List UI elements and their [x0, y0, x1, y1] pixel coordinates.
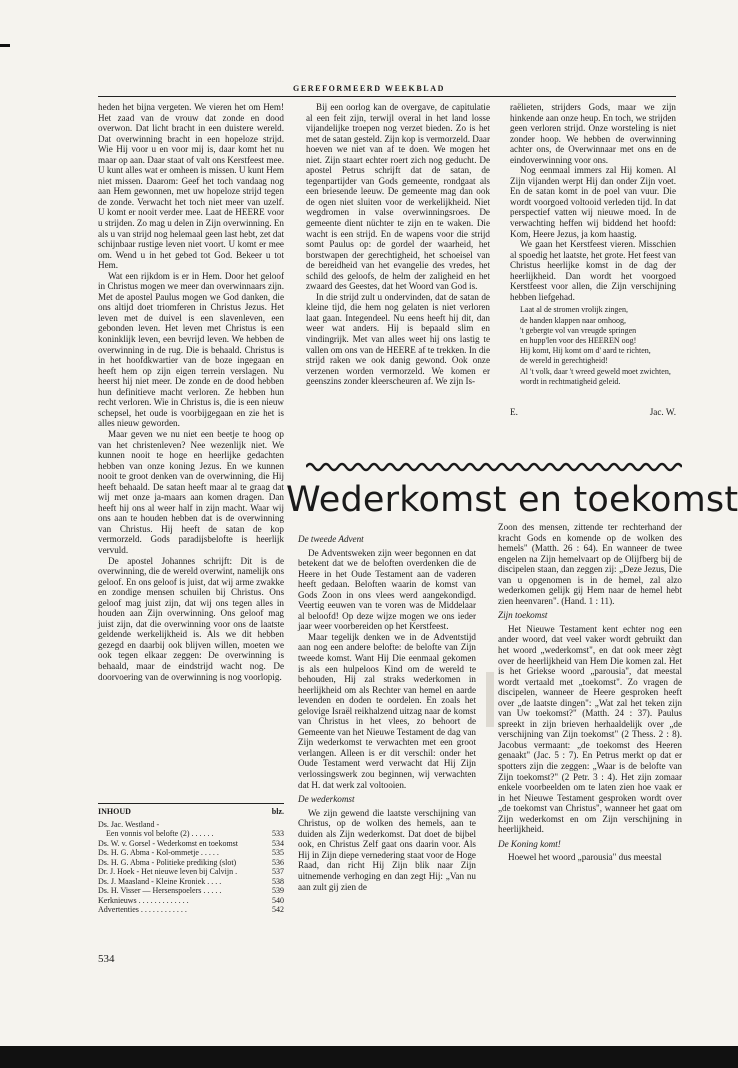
toc-row: [98, 886, 284, 896]
col2-paragraph: In die strijd zult u ondervinden, dat de satan de kleine tijd, die hem nog gelaten is niet verloren laat gaan. Integendeel. Nu eens heeft hij dit, dan weer wat anders. Hij is bepaald slim en vindingrijk. Met van alles weet hij ons lastig te vallen om ons van de HEERE af te trekken. In die strijd raken we ook danig gewond. Ook onze verzenen worden vermorzeld. We komen er geenszins zonder kleerscheuren af. We zijn Is-: [306, 291, 490, 387]
column-3: [510, 102, 676, 418]
column-2: [306, 102, 490, 387]
toc-entry: Advertenties . . . . . . . . . . . .: [98, 905, 187, 914]
toc-row: [98, 839, 284, 849]
verse-line: de handen klappen naar omhoog,: [520, 315, 626, 325]
toc-row: [98, 820, 284, 830]
subheading: De wederkomst: [298, 794, 355, 805]
col1-paragraph: Maar geven we nu niet een beetje te hoog op van het christenleven? Nee wezenlijk niet. We kunnen nooit te hoge en heerlijke gedachten hebben van onze koning Jezus. En we kunnen nooit te groot denken van de overwinning, die Hij heeft behaald. De satan heeft maar al te graag dat wij met onze ja-maars aan komen dragen. Dan heeft hij ons al weer half in zijn macht. Waar wij ons aan te houden hebben dat is de overwinning van Christus. Hij heeft de satan de kop vermorzeld. Gods paradijsbelofte is heerlijk vervuld.: [98, 428, 284, 555]
toc-page: 539: [272, 886, 284, 895]
verse-line: Laat al de stromen vrolijk zingen,: [520, 305, 628, 315]
article-column-2: [498, 522, 682, 863]
toc-page: 536: [272, 857, 284, 867]
wavy-separator: [306, 460, 682, 474]
toc-entry: Ds. H. G. Abma - Politieke prediking (slot): [98, 857, 237, 867]
toc-entry: Ds. J. Maasland - Kleine Kroniek . . . .: [98, 876, 222, 886]
article-paragraph: Zoon des mensen, zittende ter rechterhand der kracht Gods en komende op de wolken des hemels" (Matth. 26 : 64). En wanneer de twee engelen na Zijn hemelvaart op de Olijfberg bij de discipelen staan, dan zeggen zij: „Deze Jezus, Die van u opgenomen is in de hemel, zal alzo wederkomen gelijk gij Hem naar de hemel hebt zien heenvaren". (Hand. 1 : 11).: [498, 522, 682, 606]
signature-line: [510, 407, 676, 418]
toc-row: [98, 848, 284, 858]
column-1: [98, 102, 284, 682]
subheading: Zijn toekomst: [498, 610, 548, 621]
verse-line: wordt in rechtmatigheid geleid.: [520, 376, 621, 386]
toc-page: 540: [272, 895, 284, 905]
article-column-1: [298, 530, 476, 892]
header-rule: [98, 96, 676, 97]
toc-entry: Een vonnis vol belofte (2) . . . . . .: [106, 829, 214, 838]
toc-entry: Dr. J. Hoek - Het nieuwe leven bij Calvijn .: [98, 867, 238, 876]
toc-page: 542: [272, 905, 284, 914]
toc-row: [98, 896, 284, 906]
toc-entry: Ds. H. Visser — Hersenspoelers . . . . .: [98, 886, 222, 895]
article-title: Wederkomst en toekomst: [286, 480, 738, 520]
toc-title: INHOUD: [98, 807, 131, 816]
toc-entry: Ds. Jac. Westland -: [98, 819, 160, 829]
article-paragraph: Maar tegelijk denken we in de Adventstijd aan nog een andere belofte: de belofte van Zijn tweede komst. Want Hij Die eenmaal gekomen is als een hulpeloos Kind om de wereld te behouden, Hij zal straks wederkomen in heerlijkheid om als Rechter van hemel en aarde levenden en doden te oordelen. En zoals het gelovige Israël reikhalzend uitzag naar de komst van Christus in het vlees, zo behoort de Gemeente van het Nieuwe Testament de dag van Zijn wederkomst te verwachten met een groot verlangen. Alleen is er dit verschil: onder het Oude Testament werd verwacht dat Hij Zijn verlossingswerk zou beginnen, wij verwachten dat H. dat werk zal voltooien.: [298, 631, 476, 790]
toc-entry: Kerknieuws . . . . . . . . . . . . .: [98, 895, 189, 905]
author-signature: Jac. W.: [649, 407, 676, 418]
verse-line: en hupp'len voor des HEEREN oog!: [520, 336, 637, 345]
toc-row: [98, 829, 284, 839]
toc-page: 538: [272, 876, 284, 886]
scan-bottom-border: [0, 1046, 738, 1068]
psalm-verse: [520, 305, 676, 387]
scan-edge-mark: [0, 44, 10, 47]
article-paragraph: De Adventsweken zijn weer begonnen en dat betekent dat we de beloften overdenken die de Heere in het Oude Testament aan de vaderen heeft gedaan. Beloften waarin de komst van Gods Zoon in ons vlees werd aangekondigd. Veertig eeuwen van te voren was de Middelaar al beloofd! Op deze wijze mogen we ons ieder jaar weer voorbereiden op het Kerstfeest.: [298, 547, 476, 632]
subheading: De Koning komt!: [498, 838, 561, 849]
toc-page: 533: [272, 829, 284, 838]
toc-row: [98, 867, 284, 877]
verse-line: Hij komt, Hij komt om d' aard te richten,: [520, 346, 651, 356]
article-paragraph: Hoewel het woord „parousia" dus meestal: [508, 852, 662, 863]
col3-paragraph: We gaan het Kerstfeest vieren. Misschien al spoedig het laatste, het grote. Het feest van Christus heerlijke komst in de dag der heerlijkheid. Dan wordt het voorgoed Kerstfeest voor allen, die Zijn verschijning hebben liefgehad.: [510, 239, 676, 302]
toc-row: [98, 877, 284, 887]
toc-page: 535: [272, 848, 284, 857]
col1-paragraph: Wat een rijkdom is er in Hem. Door het geloof in Christus mogen we meer dan overwinnaars zijn. Met de apostel Paulus mogen we God danken, die ons altijd doet triomferen in Christus Jezus. Het leven met de duivel is een slavenleven, een gebonden leven. Het leven met Christus is een koninklijk leven, een bevrijd leven. We hebben de overwinning in de rug. Die is behaald. Christus is in het hoofdkwartier van de boze ingegaan en heeft hem op zijn eigen terrein verslagen. Nu heerst hij niet meer. De zonde en de dood hebben hun definitieve macht verloren. Ze hebben hun recht verloren. Wie in Christus is, die is een nieuw schepsel, het oude is voorbijgegaan en zie het is alles nieuw geworden.: [98, 270, 284, 429]
subheading: De tweede Advent: [298, 534, 364, 544]
col3-paragraph: Nog eenmaal immers zal Hij komen. Al Zijn vijanden werpt Hij dan onder Zijn voet. En de satan komt in de poel van vuur. Die wordt voorgoed voltooid verleden tijd. In dat perspectief vatten wij nieuwe moed. In de verwachting heffen wij biddend het hoofd: Kom, Heere Jezus, ja kom haastig.: [510, 165, 676, 239]
toc-page-label: blz.: [271, 807, 284, 816]
table-of-contents: [98, 803, 284, 915]
col1-paragraph: De apostel Johannes schrijft: Dit is de overwinning, die de wereld overwint, namelijk ons geloof. En ons geloof is juist, dat wij arme zwakke en zondige mensen schuilen bij Christus. Ons geloof mag juist zijn, dat wij ons tegen alles in houden aan Zijn overwinning. Ons geloof mag juist zijn, dat die overwinning voor ons de laatste geldende werkelijkheid is. Als we dit hebben gezegd en daarbij ook blijven willen, moeten we ook tegen elkaar zeggen: De overwinning is behaald, maar de eindstrijd wacht nog. De doorvoering van de overwinning is nog voorlopig.: [98, 555, 285, 682]
verse-line: Al 't volk, daar 't wreed geweld moet zwichten,: [520, 366, 671, 376]
signature-initial: E.: [510, 407, 518, 418]
scan-smudge: [486, 672, 494, 727]
col3-paragraph: raëlieten, strijders Gods, maar we zijn hinkende aan onze heup. En toch, we strijden geen verloren strijd. Onze worsteling is niet zonder hoop. We hebben de overwinning achter ons, de Overwinnaar met ons en de eindoverwinning voor ons.: [510, 102, 676, 165]
col1-paragraph: heden het bijna vergeten. We vieren het om Hem! Het zaad van de vrouw dat zonde en dood overwon. Dat licht bracht in een duistere wereld. Dat overwinning bracht in een hopeloze strijd. Wie Hij voor u en voor mij is, daar komt het nu maar op aan. Daar staat of valt ons Kerstfeest mee. U kunt alles wat er omheen is missen. U kunt Hem niet missen. Daarom: Geef het toch vandaag nog aan Hem gewonnen, met uw hopeloze strijd tegen de zonde. Verwacht het toch niet meer van uzelf. U komt er nooit verder mee. Laat de HEERE voor u strijden. Zo mag u delen in Zijn overwinning. En als u van strijd nog helemaal geen last hebt, zet dat schijnbaar rustige leven niet voort. U komt er mee om. Wend u in het gebed tot God. Bekeer u tot Hem.: [98, 102, 284, 271]
verse-line: de wereld in gerechtigheid!: [520, 356, 608, 366]
toc-header: [98, 807, 284, 817]
page-number: 534: [98, 953, 115, 965]
article-paragraph: We zijn gewend die laatste verschijning van Christus, op de wolken des hemels, aan te duiden als Zijn wederkomst. Dat doet de bijbel ook, en Christus Zelf gaat ons daarin voor. Als Hij in Zijn diepe vernedering staat voor de Hoge Raad, dan richt Hij Zijn blik naar Zijn uitnemende verhoging en dan zegt Hij: „Van nu aan zult gij zien de: [298, 807, 476, 892]
toc-entry: Ds. W. v. Gorsel - Wederkomst en toekomst: [98, 838, 239, 848]
toc-row: [98, 905, 284, 915]
running-header: GEREFORMEERD WEEKBLAD: [293, 84, 445, 93]
verse-line: 't gebergte vol van vreugde springen: [520, 325, 637, 335]
col2-paragraph: Bij een oorlog kan de overgave, de capitulatie al een feit zijn, terwijl overal in het land losse vijandelijke troepen nog verzet bieden. Zo is het met de satan gesteld. Zijn kop is vermorzeld. Daar hoeven we niet van af te doen. We mogen het niet. Zijn staart echter roert zich nog geducht. De apostel Petrus schrijft dat de satan, de tegenpartijder van Gods gemeente, rondgaat als een briesende leeuw. De gemeente mag dan ook de ogen niet sluiten voor de werkelijkheid. Niet wegdromen in valse overwinningsroes. De gemeente dient nüchter te zijn en te waken. Die wacht is een strijd. En de wapens voor die strijd somt Paulus op: de gordel der waarheid, het borstwapen der gerechtigheid, het schoeisel van de bereidheid van het evangelie des vredes, het schild des geloofs, de helm der zaligheid en het zwaard des Geestes, dat het Woord van God is.: [306, 102, 490, 292]
toc-page: 537: [272, 867, 284, 876]
article-paragraph: Het Nieuwe Testament kent echter nog een ander woord, dat veel vaker wordt gebruikt dan het woord „wederkomst", en dat ook meer zègt over de heerlijkheid van Hem Die komen zal. Het is het Griekse woord „parousia", dat meestal wordt vertaald met „toekomst". Zo vragen de discipelen, wanneer de Heere gesproken heeft over „de laatste dingen": „Wat zal het teken zijn van Uw toekomst?" (Matth. 24 : 37). Paulus spreekt in zijn brieven herhaaldelijk over „de verschijning van Zijn toekomst" (2 Thess. 2 : 8). Jacobus vermaant: „de toekomst des Heeren genaakt" (Jac. 5 : 7). En Petrus merkt op dat er spotters zijn die zeggen: „Waar is de belofte van Zijn toekomst?" (2 Petr. 3 : 4). Het zijn zomaar enkele voorbeelden om te laten zien hoe vaak er in het Nieuwe Testament gesproken wordt over „de toekomst van Christus", wanneer het gaat om Zijn wederkomst en om Zijn verschijning in heerlijkheid.: [498, 623, 682, 835]
toc-page: 534: [272, 838, 284, 848]
toc-entry: Ds. H. G. Abma - Kol-ommetje . . . . .: [98, 848, 219, 857]
toc-row: [98, 858, 284, 868]
